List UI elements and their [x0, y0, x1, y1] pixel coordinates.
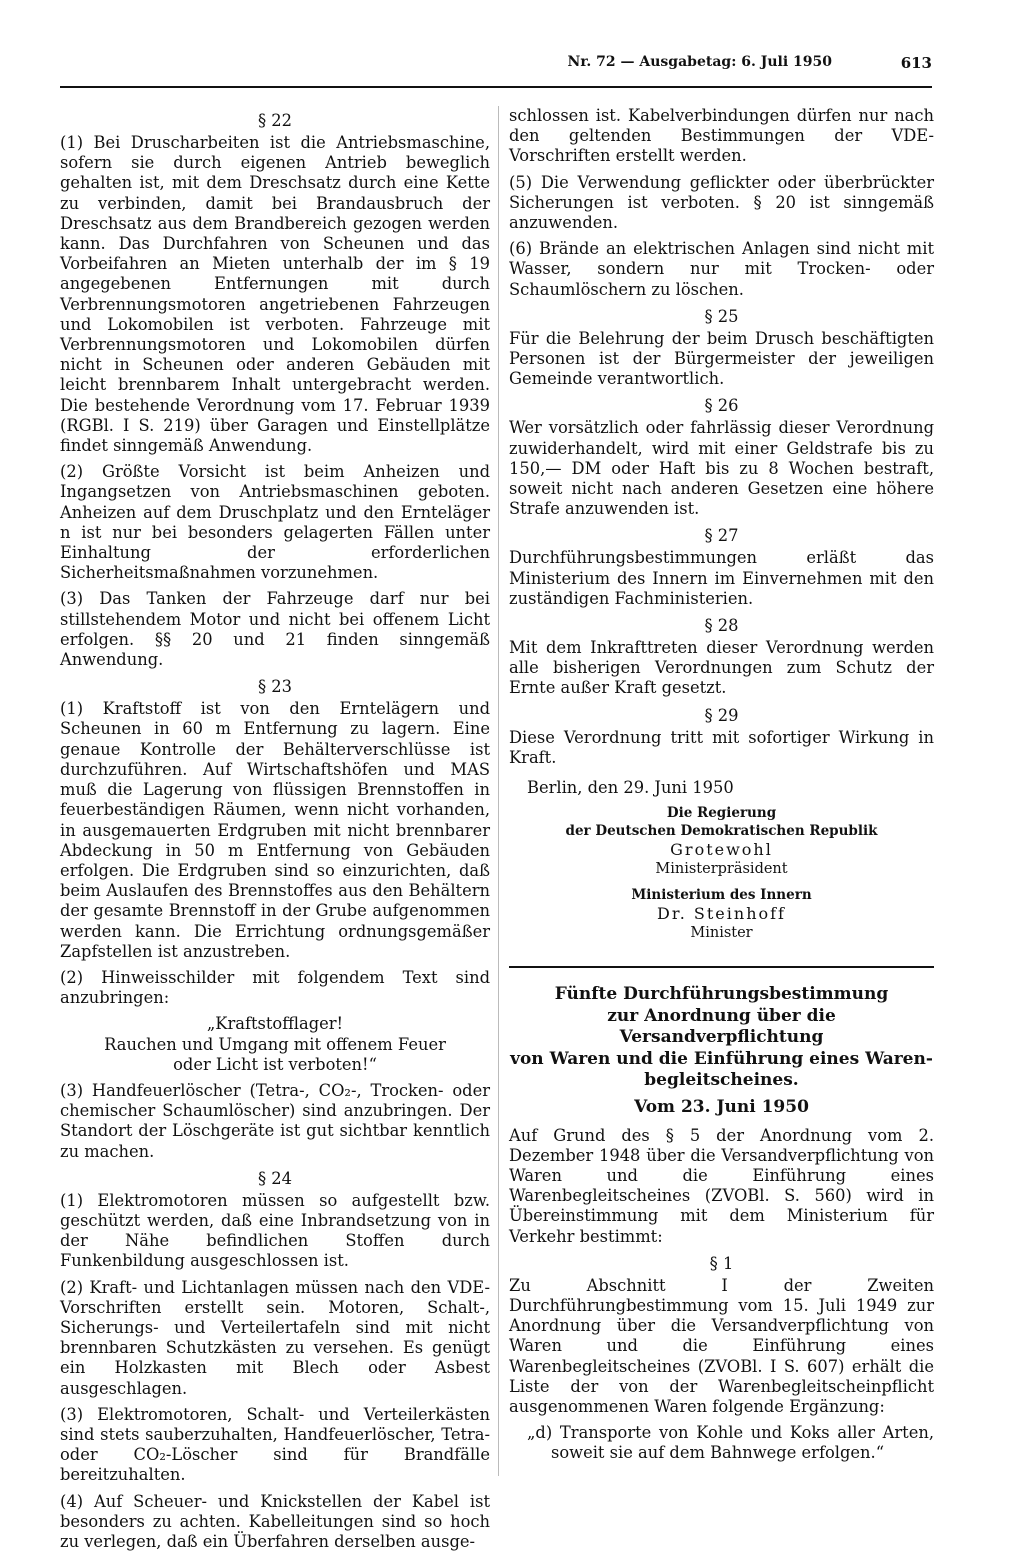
signature-name: Dr. Steinhoff [657, 904, 786, 924]
column-divider [498, 106, 499, 1476]
issue-line: Nr. 72 — Ausgabetag: 6. Juli 1950 [567, 54, 832, 70]
paragraph: Wer vorsätzlich oder fahrlässig dieser Verordnung zuwiderhandelt, wird mit einer Geldstrafe bis zu 150,— DM oder Haft bis zu 8 Wochen bestraft, soweit nicht nach anderen Gesetzen eine höhere Strafe anzuwenden ist. [509, 418, 934, 519]
paragraph: (2) Hinweisschilder mit folgendem Text sind anzubringen: [60, 967, 490, 1008]
paragraph: (6) Brände an elektrischen Anlagen sind nicht mit Wasser, sondern nur mit Trocken- oder Schaumlöschern zu löschen. [509, 239, 934, 299]
title-line: begleitscheines. [644, 1070, 799, 1091]
section-heading: § 24 [257, 1168, 293, 1188]
paragraph: (2) Kraft- und Lichtanlagen müssen nach den VDE-Vorschriften erstellt sein. Motoren, Schalt-, Sicherungs- und Verteilertafeln sind mit nicht brennbaren Schutzkästen zu versehen. Es genügt ein Holzkasten mit Blech oder Asbest ausgeschlagen. [60, 1277, 490, 1398]
sign-line: „Kraftstofflager! [206, 1014, 344, 1034]
signature-block-government [509, 804, 934, 878]
left-column [60, 106, 490, 1558]
signature-org: der Deutschen Demokratischen Republik [565, 823, 878, 840]
section-heading: § 29 [704, 705, 739, 725]
page-number: 613 [900, 54, 932, 72]
section-heading: § 26 [704, 396, 739, 416]
paragraph: (3) Handfeuerlöscher (Tetra-, CO₂-, Trocken- oder chemischer Schaumlöscher) sind anzubringen. Der Standort der Löschgeräte ist gut sichtbar kenntlich zu machen. [60, 1080, 490, 1161]
section-heading: § 28 [704, 616, 739, 636]
section-heading: § 23 [257, 677, 293, 697]
document-date: Vom 23. Juni 1950 [634, 1096, 809, 1117]
document-title [509, 984, 934, 1092]
signature-org: Die Regierung [666, 805, 777, 822]
title-line: von Waren und die Einführung eines Waren- [510, 1048, 933, 1069]
sign-line: Rauchen und Umgang mit offenem Feuer [104, 1034, 446, 1054]
paragraph: (2) Größte Vorsicht ist beim Anheizen und Ingangsetzen von Antriebsmaschinen geboten. Anheizen auf dem Druschplatz und den Ernteläger n ist nur bei besonders gelagerten Fällen unter Einhaltung der erforderlichen Sicherheitsmaßnahmen vorzunehmen. [60, 462, 490, 583]
paragraph: (1) Elektromotoren müssen so aufgestellt bzw. geschützt werden, daß eine Inbrandsetzung von in der Nähe befindlichen Stoffen durch Funkenbildung ausgeschlossen ist. [60, 1190, 490, 1271]
sign-text [60, 1014, 490, 1075]
paragraph: schlossen ist. Kabelverbindungen dürfen nur nach den geltenden Bestimmungen der VDE-Vorschriften erstellt werden. [509, 106, 934, 166]
paragraph: (3) Elektromotoren, Schalt- und Verteilerkästen sind stets sauberzuhalten, Handfeuerlöscher, Tetra- oder CO₂-Löscher sind für Brandfälle bereitzuhalten. [60, 1404, 490, 1485]
paragraph: Zu Abschnitt I der Zweiten Durchführungbestimmung vom 15. Juli 1949 zur Anordnung über die Versandverpflichtung von Waren und die Einführung eines Warenbegleitscheines (ZVOBl. I S. 607) erhält die Liste der von der Warenbegleitscheinpflicht ausgenommenen Waren folgende Ergänzung: [509, 1275, 934, 1417]
signature-role: Ministerpräsident [655, 861, 788, 878]
right-column [509, 106, 934, 1470]
paragraph: (1) Kraftstoff ist von den Erntelägern und Scheunen in 60 m Entfernung zu lagern. Eine genaue Kontrolle der Behälterverschlüsse ist durchzuführen. Auf Wirtschaftshöfen und MAS muß die Lagerung von flüssigen Brennstoffen in feuerbeständigen Räumen, wenn nicht vorhanden, in ausgemauerten Erdgruben mit nicht brennbarer Abdeckung in 50 m Entfernung von Gebäuden erfolgen. Die Erdgruben sind so einzurichten, daß beim Auslaufen des Brennstoffes aus den Behältern der gesamte Brennstoff in der Grube aufgenommen werden kann. Die Errichtung ordnungsgemäßer Zapfstellen ist anzustreben. [60, 699, 490, 961]
signature-org: Ministerium des Innern [631, 887, 812, 904]
page-header [60, 50, 932, 78]
paragraph: (4) Auf Scheuer- und Knickstellen der Kabel ist besonders zu achten. Kabelleitungen sind so hoch zu verlegen, daß ein Überfahren derselben ausge- [60, 1491, 490, 1551]
paragraph: (1) Bei Druscharbeiten ist die Antriebsmaschine, sofern sie durch eigenen Antrieb beweglich gehalten ist, mit dem Dreschsatz durch eine Kette zu verbinden, damit bei Brandausbruch der Dreschsatz aus dem Brandbereich gezogen werden kann. Das Durchfahren von Scheunen und das Vorbeifahren an Mieten unterhalb der im § 19 angegebenen Entfernungen mit durch Verbrennungsmotoren angetriebenen Fahrzeugen und Lokomobilen ist verboten. Fahrzeuge mit Verbrennungsmotoren und Lokomobilen dürfen nicht in Scheunen oder anderen Gebäuden mit leicht brennbarem Inhalt untergebracht werden. Die bestehende Verordnung vom 17. Februar 1939 (RGBl. I S. 219) über Garagen und Einstellplätze findet sinngemäß Anwendung. [60, 133, 490, 456]
paragraph: (5) Die Verwendung geflickter oder überbrückter Sicherungen ist verboten. § 20 ist sinngemäß anzuwenden. [509, 172, 934, 233]
title-line: Fünfte Durchführungsbestimmung [554, 984, 889, 1005]
paragraph: Für die Belehrung der beim Drusch beschäftigten Personen ist der Bürgermeister der jeweiligen Gemeinde verantwortlich. [509, 328, 934, 389]
section-heading: § 25 [704, 306, 739, 326]
paragraph: (3) Das Tanken der Fahrzeuge darf nur bei stillstehendem Motor und nicht bei offenem Licht erfolgen. §§ 20 und 21 finden sinngemäß Anwendung. [60, 589, 490, 670]
section-heading: § 1 [709, 1253, 734, 1273]
paragraph: Durchführungsbestimmungen erläßt das Ministerium des Innern im Einvernehmen mit den zuständigen Fachministerien. [509, 548, 934, 608]
section-heading: § 22 [257, 111, 293, 130]
section-heading: § 27 [704, 526, 739, 546]
paragraph: Auf Grund des § 5 der Anordnung vom 2. Dezember 1948 über die Versandverpflichtung von Waren und die Einführung eines Warenbegleitscheines (ZVOBl. S. 560) wird in Übereinstimmung mit dem Ministerium für Verkehr bestimmt: [509, 1125, 934, 1246]
signature-role: Minister [690, 925, 753, 942]
sign-line: oder Licht ist verboten!“ [173, 1054, 377, 1074]
signature-block-ministry [509, 886, 934, 942]
list-item: „d) Transporte von Kohle und Koks aller Arten, soweit sie auf dem Bahnwege erfolgen.“ [527, 1423, 934, 1463]
paragraph: Mit dem Inkrafttreten dieser Verordnung werden alle bisherigen Verordnungen zum Schutz der Ernte außer Kraft gesetzt. [509, 638, 934, 698]
header-rule [60, 86, 932, 88]
paragraph: Diese Verordnung tritt mit sofortiger Wirkung in Kraft. [509, 727, 934, 767]
section-rule [509, 966, 934, 968]
place-date: Berlin, den 29. Juni 1950 [527, 778, 734, 798]
signature-name: Grotewohl [670, 840, 773, 860]
title-line: zur Anordnung über die Versandverpflichtung [607, 1005, 836, 1048]
